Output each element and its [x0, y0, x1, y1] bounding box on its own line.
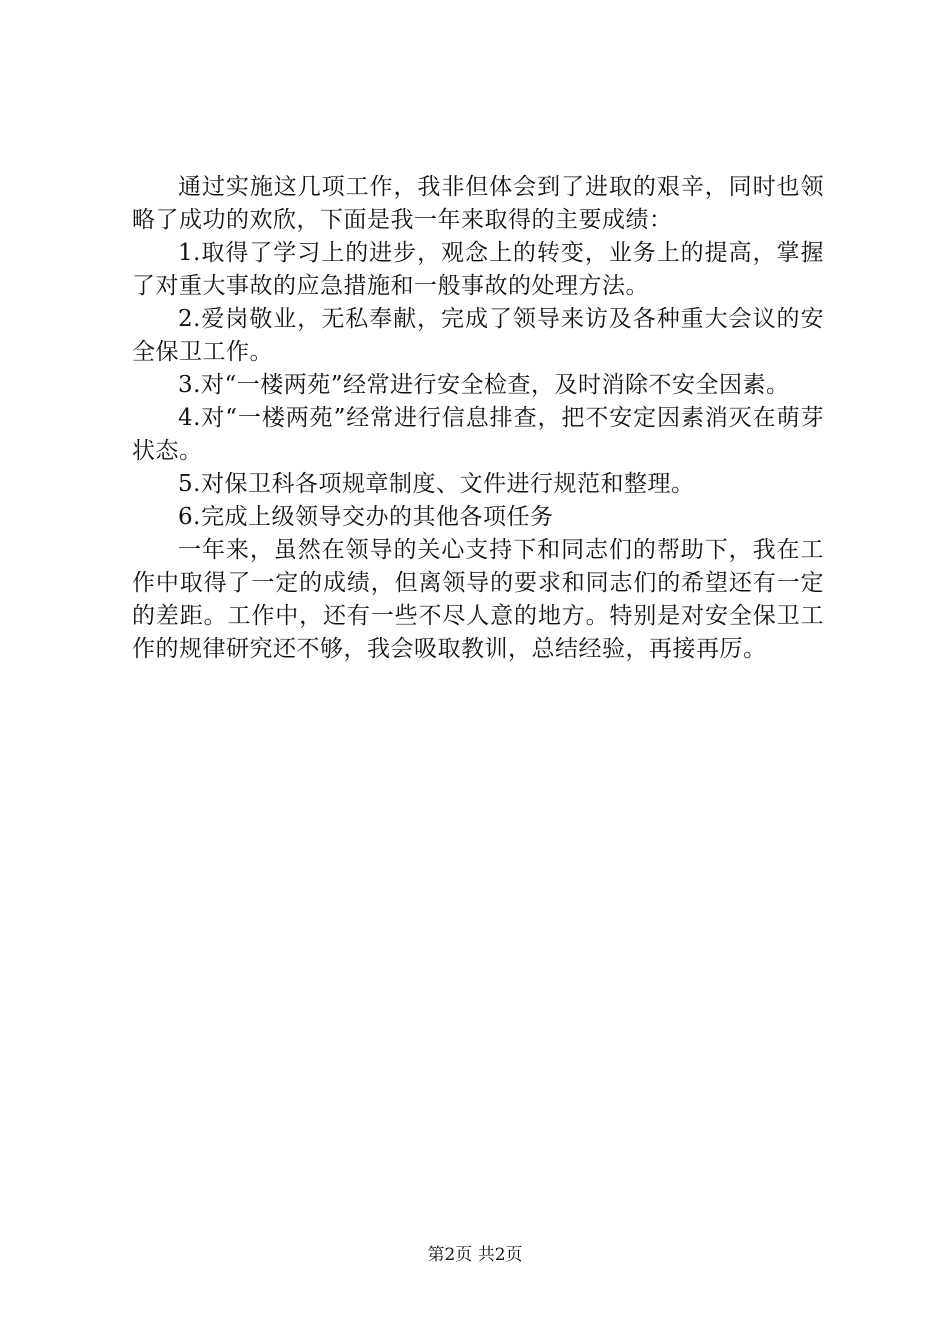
paragraph-item-6: 6.完成上级领导交办的其他各项任务: [178, 504, 554, 530]
page-footer: [0, 1245, 950, 1265]
document-body: [132, 171, 824, 666]
paragraph-item-4: 4.对“一楼两苑”经常进行信息排查，把不安定因素消灭在萌芽状态。: [132, 405, 824, 464]
paragraph-item-2: 2.爱岗敬业，无私奉献，完成了领导来访及各种重大会议的安全保卫工作。: [132, 306, 824, 365]
paragraph-item-3: 3.对“一楼两苑”经常进行安全检查，及时消除不安全因素。: [178, 372, 790, 398]
paragraph-achievements-intro: 通过实施这几项工作，我非但体会到了进取的艰辛，同时也领略了成功的欢欣，下面是我一年来取得的主要成绩：: [132, 174, 824, 233]
page-number-label: 第2页 共2页: [427, 1245, 523, 1265]
paragraph-item-1: 1.取得了学习上的进步，观念上的转变，业务上的提高，掌握了对重大事故的应急措施和一般事故的处理方法。: [132, 240, 824, 299]
paragraph-conclusion: 一年来，虽然在领导的关心支持下和同志们的帮助下，我在工作中取得了一定的成绩，但离领导的要求和同志们的希望还有一定的差距。工作中，还有一些不尽人意的地方。特别是对安全保卫工作的规律研究还不够，我会吸取教训，总结经验，再接再厉。: [132, 537, 824, 662]
paragraph-item-5: 5.对保卫科各项规章制度、文件进行规范和整理。: [178, 471, 695, 497]
